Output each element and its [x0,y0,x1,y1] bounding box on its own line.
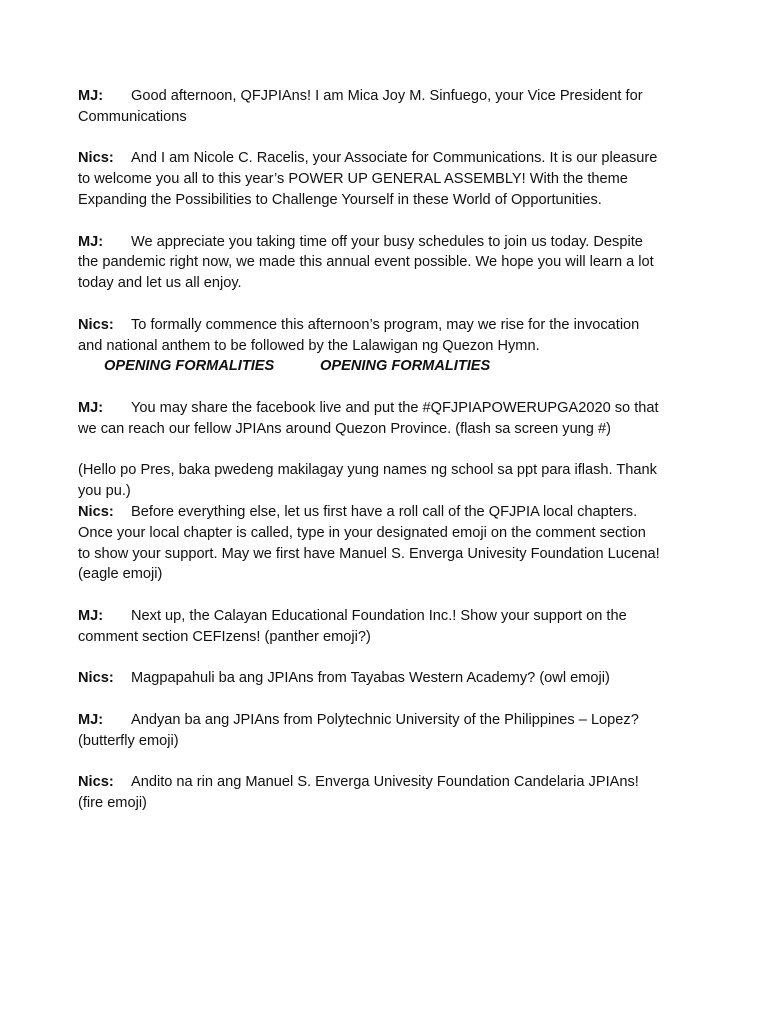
dialogue-entry [78,148,660,210]
speaker-label: Nics: [78,316,114,333]
dialogue-text: To formally commence this afternoon’s program, may we rise for the invocation and national anthem to be followed by the Lalawigan ng Quezon Hymn. [78,316,640,354]
speaker-label: MJ: [78,233,104,250]
dialogue-text: Andyan ba ang JPIAns from Polytechnic University of the Philippines – Lopez? (butterfly emoji) [78,711,639,749]
opening-formalities-heading [78,356,660,377]
dialogue-text: Andito na rin ang Manuel S. Enverga Univesity Foundation Candelaria JPIAns! (fire emoji) [78,774,639,812]
speaker-label: MJ: [78,711,104,728]
script-body [78,86,660,835]
dialogue-entry [78,606,660,648]
speaker-label: Nics: [78,150,114,167]
speaker-label: MJ: [78,607,104,624]
formalities-label: OPENING FORMALITIES [320,358,491,375]
dialogue-entry [78,668,660,689]
formalities-label: OPENING FORMALITIES [104,358,275,375]
dialogue-text: We appreciate you taking time off your busy schedules to join us today. Despite the pandemic right now, we made this annual event possible. We hope you will learn a lot today and let us all enjoy. [78,233,654,292]
dialogue-text: You may share the facebook live and put the #QFJPIAPOWERUPGA2020 so that we can reach our fellow JPIAns around Quezon Province. (flash sa screen yung #) [78,399,659,437]
dialogue-entry [78,315,660,357]
dialogue-text: And I am Nicole C. Racelis, your Associate for Communications. It is our pleasure to welcome you all to this year’s POWER UP GENERAL ASSEMBLY! With the theme Expanding the Possibilities to Challenge Yourself in these World of Opportunities. [78,150,658,208]
dialogue-entry [78,86,660,128]
speaker-label: Nics: [78,774,114,791]
dialogue-text: Magpapahuli ba ang JPIAns from Tayabas Western Academy? (owl emoji) [131,670,610,687]
dialogue-entry [78,502,660,585]
speaker-label: MJ: [78,399,104,416]
dialogue-text: Before everything else, let us first have a roll call of the QFJPIA local chapters. Once your local chapter is called, type in your designated emoji on the comment section to show your support. May we first have Manuel S. Enverga Univesity Foundation Lucena! (eagle emoji) [78,503,660,583]
dialogue-entry [78,232,660,294]
dialogue-text: Next up, the Calayan Educational Foundation Inc.! Show your support on the comment section CEFIzens! (panther emoji?) [78,607,627,645]
dialogue-text: Good afternoon, QFJPIAns! I am Mica Joy M. Sinfuego, your Vice President for Communications [78,88,643,125]
dialogue-entry [78,398,660,440]
speaker-label: Nics: [78,503,114,520]
speaker-label: Nics: [78,670,114,687]
dialogue-entry [78,710,660,752]
dialogue-entry [78,772,660,814]
speaker-label: MJ: [78,88,104,104]
production-note: (Hello po Pres, baka pwedeng makilagay yung names ng school sa ppt para iflash. Thank you pu.) [78,462,657,500]
